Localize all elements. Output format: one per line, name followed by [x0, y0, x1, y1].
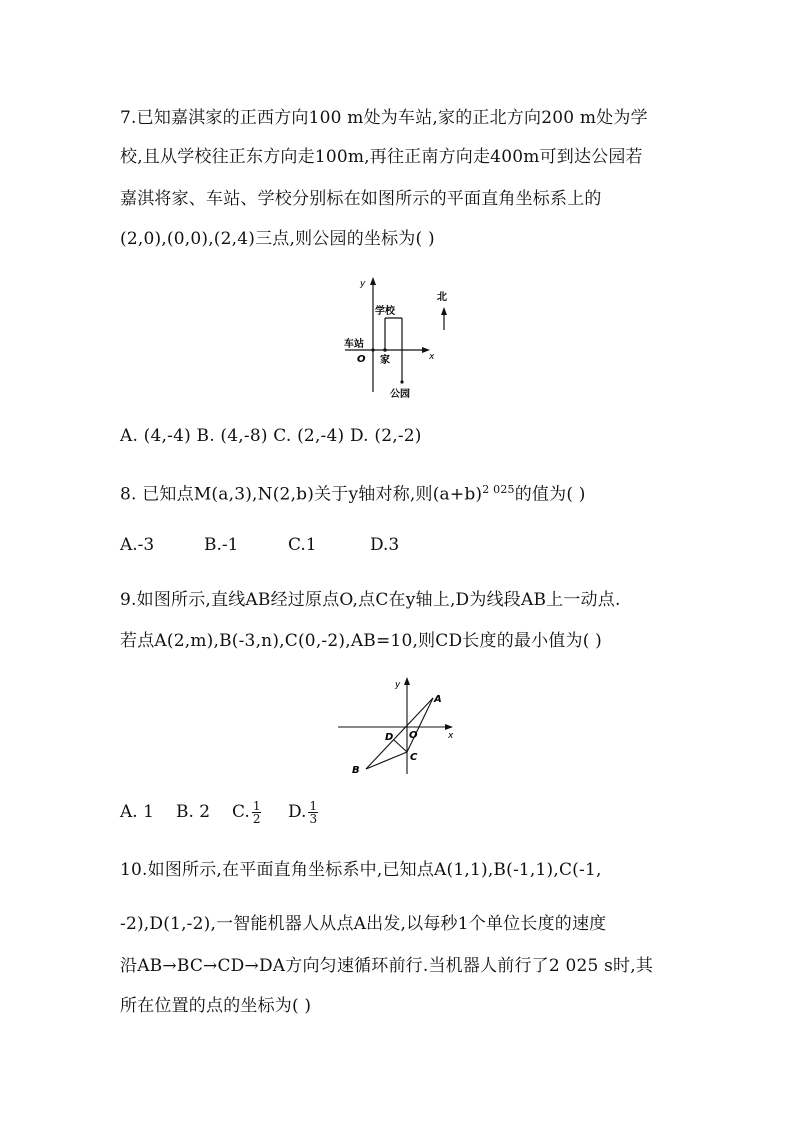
q7-y-label: y — [360, 279, 366, 289]
q9-option-c — [232, 800, 261, 825]
q9-option-c-numerator: 1 — [252, 799, 261, 813]
q9-segment-ab — [366, 698, 433, 769]
q9-segment-dc — [394, 740, 407, 752]
q7-line-1: 7.已知嘉淇家的正西方向100 m处为车站,家的正北方向200 m处为学 — [120, 108, 648, 128]
q9-option-b: B. 2 — [176, 802, 211, 822]
q9-option-c-fraction — [252, 800, 262, 825]
q9-segment-ca — [407, 698, 433, 752]
q7-north-arrow-head — [441, 307, 447, 315]
q9-x-arrow — [445, 724, 453, 730]
q9-x-label: x — [448, 731, 454, 741]
q9-option-c-prefix: C. — [232, 802, 250, 822]
q7-origin-label: O — [357, 354, 366, 365]
q7-park-label: 公园 — [390, 389, 410, 400]
q9-option-d-prefix: D. — [288, 802, 307, 822]
q10-line-1: 10.如图所示,在平面直角坐标系中,已知点A(1,1),B(-1,1),C(-1, — [120, 860, 602, 880]
q9-line-2: 若点A(2,m),B(-3,n),C(0,-2),AB=10,则CD长度的最小值为( ) — [120, 631, 602, 651]
q7-line-4: (2,0),(0,0),(2,4)三点,则公园的坐标为( ) — [120, 229, 435, 249]
q7-y-arrow — [370, 277, 376, 285]
q7-coordinate-diagram — [330, 272, 460, 402]
q7-options: A. (4,-4) B. (4,-8) C. (2,-4) D. (2,-2) — [120, 426, 422, 446]
q9-option-d-numerator: 1 — [309, 799, 318, 813]
q9-line-1: 9.如图所示,直线AB经过原点O,点C在y轴上,D为线段AB上一动点. — [120, 590, 621, 610]
q7-station-point — [371, 348, 374, 351]
q7-home-label: 家 — [380, 355, 390, 366]
q8-option-d: D.3 — [370, 535, 400, 555]
q7-park-point — [400, 380, 403, 383]
q7-school-label: 学校 — [375, 306, 395, 317]
q9-figure — [330, 672, 465, 782]
q8-stem-prefix: 8. 已知点M(a,3),N(2,b)关于y轴对称,则(a+b) — [120, 484, 483, 505]
q7-figure — [330, 272, 460, 402]
q7-x-label: x — [429, 352, 435, 362]
q7-line-3: 嘉淇将家、车站、学校分别标在如图所示的平面直角坐标系上的 — [120, 189, 602, 209]
q9-label-a: A — [434, 694, 442, 705]
q9-origin-label: O — [409, 730, 418, 741]
q8-stem-suffix: 的值为( ) — [514, 484, 586, 505]
q8-option-c: C.1 — [288, 535, 317, 555]
q10-line-3: 沿AB→BC→CD→DA方向匀速循环前行.当机器人前行了2 025 s时,其 — [120, 956, 654, 976]
q9-coordinate-diagram — [330, 672, 465, 782]
q9-segment-bc — [366, 752, 407, 769]
q7-line-2: 校,且从学校往正东方向走100m,再往正南方向走400m可到达公园若 — [120, 147, 643, 167]
q9-label-d: D — [385, 732, 394, 743]
q10-line-2: -2),D(1,-2),一智能机器人从点A出发,以每秒1个单位长度的速度 — [120, 914, 607, 934]
q10-line-4: 所在位置的点的坐标为( ) — [120, 996, 312, 1016]
q9-label-b: B — [352, 765, 360, 776]
q9-option-d-denominator: 3 — [309, 812, 318, 826]
q9-y-arrow — [404, 677, 410, 685]
q8-stem — [120, 478, 586, 507]
q9-label-c: C — [410, 752, 418, 763]
q9-option-a: A. 1 — [120, 802, 154, 822]
q8-exponent: 2 025 — [482, 483, 515, 496]
q7-north-label: 北 — [437, 292, 447, 303]
q9-option-d — [288, 800, 318, 825]
q8-option-b: B.-1 — [204, 535, 239, 555]
q9-option-c-denominator: 2 — [252, 812, 261, 826]
q8-option-a: A.-3 — [120, 535, 155, 555]
q9-option-d-fraction — [308, 800, 318, 825]
q9-y-label: y — [395, 680, 401, 690]
q7-station-label: 车站 — [344, 339, 364, 350]
